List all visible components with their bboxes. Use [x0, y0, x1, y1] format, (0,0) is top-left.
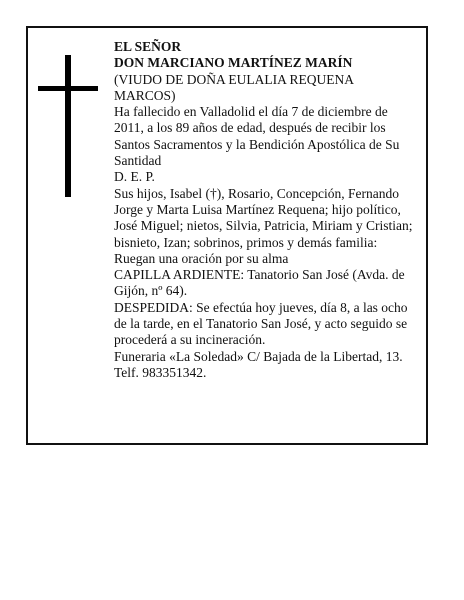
cross-icon — [38, 55, 98, 197]
obituary-text — [114, 39, 418, 381]
deceased-name: DON MARCIANO MARTÍNEZ MARÍN — [114, 55, 353, 71]
family-list: Sus hijos, Isabel (†), Rosario, Concepción, Fernando Jorge y Marta Luisa Martínez Requena; hijo político, José Miguel; nietos, Silvia, Patricia, Miriam y Cristian; bisnieto, Izan; sobrinos, primos y demás familia: — [114, 185, 413, 250]
farewell-info: DESPEDIDA: Se efectúa hoy jueves, día 8, a las ocho de la tarde, en el Tanatorio San José, y acto seguido se procederá a su incineración. — [114, 299, 408, 348]
widower-of: (VIUDO DE DOÑA EULALIA REQUENA MARCOS) — [114, 71, 354, 103]
prayer-request: Ruegan una oración por su alma — [114, 250, 289, 266]
death-announcement: Ha fallecido en Valladolid el día 7 de diciembre de 2011, a los 89 años de edad, después de recibir los Santos Sacramentos y la Bendición Apostólica de Su Santidad — [114, 104, 400, 169]
funeral-home-info: Funeraria «La Soledad» C/ Bajada de la Libertad, 13. Telf. 983351342. — [114, 348, 403, 380]
chapel-info: CAPILLA ARDIENTE: Tanatorio San José (Avda. de Gijón, nº 64). — [114, 267, 405, 299]
cross-horizontal-bar — [38, 86, 98, 91]
cross-vertical-bar — [65, 55, 71, 197]
rip-line: D. E. P. — [114, 169, 155, 185]
obituary-title: EL SEÑOR — [114, 39, 182, 54]
